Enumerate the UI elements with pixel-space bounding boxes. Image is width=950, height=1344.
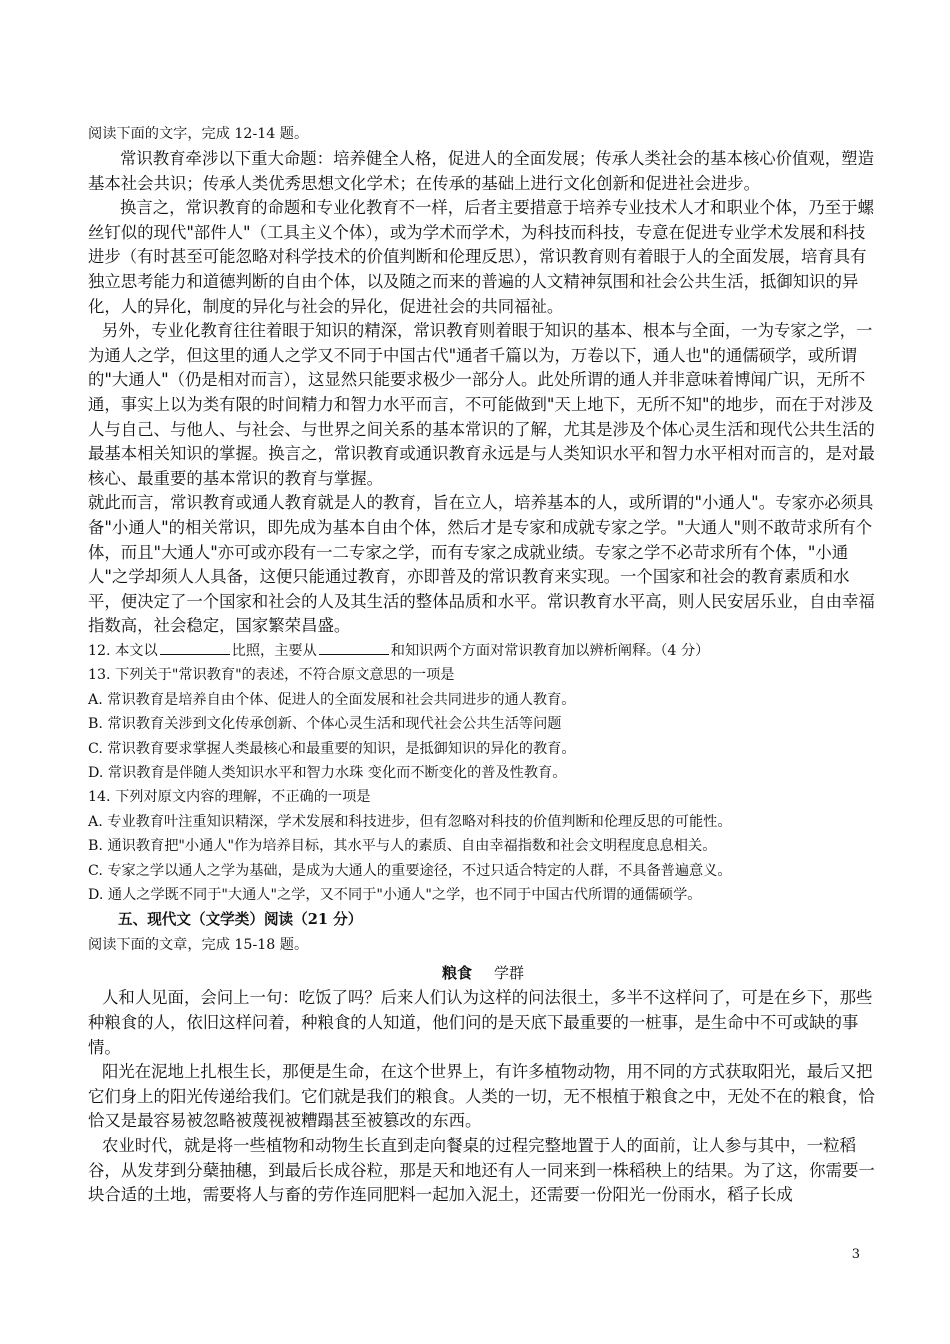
- reading-instruction-1: 阅读下面的文字，完成 12-14 题。: [88, 126, 309, 142]
- question-13-stem: 13. 下列关于"常识教育"的表述，不符合原文意思的一项是: [88, 667, 455, 684]
- passage-paragraph-3: 另外，专业化教育往往着眼于知识的精深，常识教育则着眼于知识的基本、根本与全面，一为专家之学，一为通人之学，但这里的通人之学又不同于中国古代"通者千篇以为，万卷以下，通人也"的通儒硕学，或所谓的"大通人"（仍是相对而言），这显然只能要求极少一部分人。此处所谓的通人并非意味着博闻广识，无所不通，事实上以为类有限的时间精力和智力水平而言，不可能做到"天上地下，无所不知"的地步，而在于对涉及人与自己、与他人、与社会、与世界之间关系的基本常识的了解，尤其是涉及个体心灵生活和现代公共生活的最基本相关知识的掌握。换言之，常识教育或通识教育永远是与人类知识水平和智力水平相对而言的，是对最核心、最重要的基本常识的教育与掌握。: [88, 321, 875, 488]
- article-header: [88, 960, 878, 986]
- article-paragraph-3: 农业时代，就是将一些植物和动物生长直到走向餐桌的过程完整地置于人的面前，让人参与其中，一粒稻谷，从发芽到分蘖抽穗，到最后长成谷粒，那是天和地还有人一同来到一株稻秧上的结果。为了这，你需要一块合适的土地，需要将人与畜的劳作连同肥料一起加入泥土，还需要一份阳光一份雨水，稻子长成: [88, 1135, 875, 1205]
- passage-paragraph-2: 换言之，常识教育的命题和专业化教育不一样，后者主要措意于培养专业技术人才和职业个体，乃至于螺丝钉似的现代"部件人"（工具主义个体），或为学术而学术，为科技而科技，专意在促进专业学术发展和科技进步（有时甚至可能忽略对科学技术的价值判断和伦理反思），常识教育则有着眼于人的全面发展，培育具有独立思考能力和道德判断的自由个体，以及随之而来的普遍的人文精神氛围和社会公共生活，抵御知识的异化，人的异化，制度的异化与社会的异化，促进社会的共同福祉。: [88, 198, 874, 316]
- article-author: 学群: [494, 964, 525, 983]
- article-paragraph-1: 人和人见面，会问上一句：吃饭了吗？后来人们认为这样的问法很土，多半不这样问了，可是在乡下，那些种粮食的人，依旧这样问着，种粮食的人知道，他们问的是天底下最重要的一桩事，是生命中不可或缺的事情。: [88, 988, 873, 1057]
- question-14-option-c: C. 专家之学以通人之学为基础，是成为大通人的重要途径，不过只适合特定的人群，不具备普遍意义。: [88, 862, 732, 879]
- question-14-option-a: A. 专业教育叶注重知识精深，学术发展和科技进步，但有忽略对科技的价值判断和伦理反思的可能性。: [88, 813, 732, 830]
- document-page: [88, 122, 878, 1208]
- reading-instruction-2: 阅读下面的文章，完成 15-18 题。: [88, 937, 309, 954]
- question-14-option-b: B. 通识教育把"小通人"作为培养目标，其水平与人的素质、自由幸福指数和社会文明程度息息相关。: [88, 838, 717, 855]
- question-13-option-a: A. 常识教育是培养自由个体、促进人的全面发展和社会共同进步的通人教育。: [88, 691, 576, 708]
- question-12-part2: 比照，主要从: [231, 642, 317, 659]
- question-14-stem: 14. 下列对原文内容的理解，不正确的一项是: [88, 789, 371, 806]
- answer-blank-2[interactable]: [319, 640, 389, 655]
- question-13-option-c: C. 常识教育要求掌握人类最核心和最重要的知识，是抵御知识的异化的教育。: [88, 740, 576, 757]
- answer-blank-1[interactable]: [160, 640, 230, 655]
- passage-paragraph-4: 就此而言，常识教育或通人教育就是人的教育，旨在立人，培养基本的人，或所谓的"小通人"。专家亦必须具备"小通人"的相关常识，即先成为基本自由个体，然后才是专家和成就专家之学。"大通人"则不敢苛求所有个体，而且"大通人"亦可或亦段有一二专家之学，而有专家之成就业绩。专家之学不必苛求所有个体，"小通人"之学却须人人具备，这便只能通过教育，亦即普及的常识教育来实现。一个国家和社会的教育素质和水平，便决定了一个国家和社会的人及其生活的整体品质和水平。常识教育水平高，则人民安居乐业，自由幸福指数高，社会稳定，国家繁荣昌盛。: [88, 493, 875, 636]
- passage-paragraph-1: 常识教育牵涉以下重大命题：培养健全人格，促进人的全面发展；传承人类社会的基本核心价值观，塑造基本社会共识；传承人类优秀思想文化学术；在传承的基础上进行文化创新和促进社会进步。: [88, 149, 874, 193]
- article-paragraph-2: 阳光在泥地上扎根生长，那便是生命，在这个世界上，有许多植物动物，用不同的方式获取阳光，最后又把它们身上的阳光传递给我们。它们就是我们的粮食。人类的一切，无不根植于粮食之中，无处不在的粮食，恰恰又是最容易被忽略被蔑视被糟蹋甚至被篡改的东西。: [88, 1062, 875, 1131]
- section-heading: 五、现代文（文学类）阅读（21 分）: [118, 911, 363, 929]
- page-number: 3: [851, 1247, 860, 1262]
- question-12-part1: 12. 本文以: [88, 642, 158, 659]
- article-title: 粮食: [441, 964, 472, 983]
- question-12: [88, 639, 878, 663]
- question-14-option-d: D. 通人之学既不同于"大通人"之学，又不同于"小通人"之学，也不同于中国古代所谓的通儒硕学。: [88, 886, 702, 903]
- question-12-part3: 和知识两个方面对常识教育加以辨析阐释。（4 分）: [390, 642, 710, 659]
- question-13-option-d: D. 常识教育是伴随人类知识水平和智力水珠 变化而不断变化的普及性教育。: [88, 764, 567, 781]
- question-13-option-b: B. 常识教育关涉到文化传承创新、个体心灵生活和现代社会公共生活等问题: [88, 716, 562, 733]
